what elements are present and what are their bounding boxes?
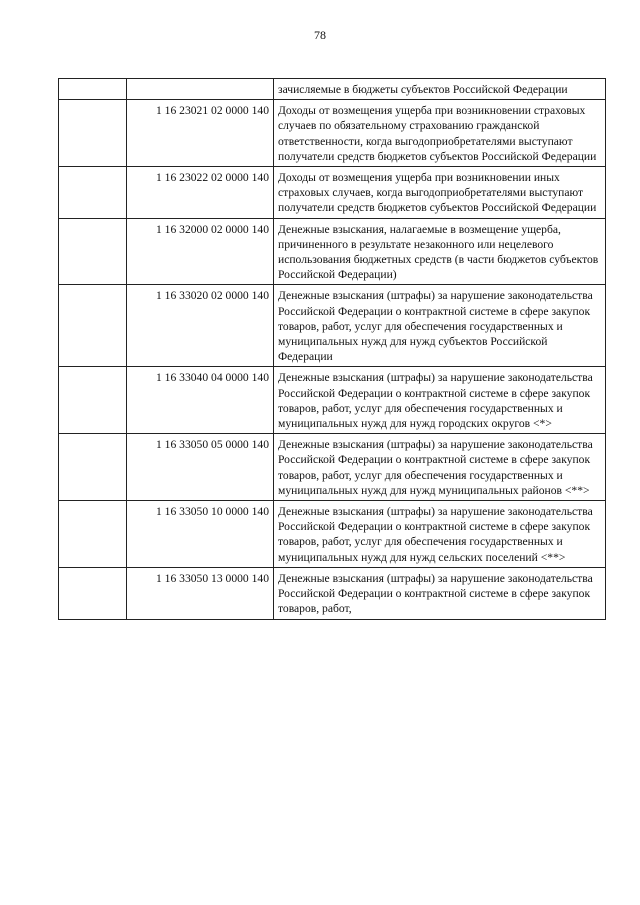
table-row — [59, 167, 606, 219]
revenue-description-cell: Денежные взыскания, налагаемые в возмещение ущерба, причиненного в результате незаконного или нецелевого использования бюджетных средств (в части бюджетов субъектов Российской Федерации) — [274, 218, 606, 285]
budget-code-cell: 1 16 33050 10 0000 140 — [127, 501, 274, 568]
revenue-classification-table — [58, 78, 606, 620]
table-row — [59, 100, 606, 167]
admin-code-cell — [59, 79, 127, 100]
admin-code-cell — [59, 501, 127, 568]
table-row — [59, 218, 606, 285]
table-row — [59, 285, 606, 367]
table-row — [59, 501, 606, 568]
admin-code-cell — [59, 285, 127, 367]
revenue-description-cell: зачисляемые в бюджеты субъектов Российской Федерации — [274, 79, 606, 100]
budget-code-cell: 1 16 33050 05 0000 140 — [127, 434, 274, 501]
revenue-description-cell: Денежные взыскания (штрафы) за нарушение законодательства Российской Федерации о контрактной системе в сфере закупок товаров, работ, услуг для обеспечения государственных и муниципальных нужд для нужд субъектов Российской Федерации — [274, 285, 606, 367]
revenue-description-cell: Доходы от возмещения ущерба при возникновении страховых случаев по обязательному страхованию гражданской ответственности, когда выгодоприобретателями выступают получатели средств бюджетов субъектов Российской Федерации — [274, 100, 606, 167]
budget-code-cell: 1 16 23022 02 0000 140 — [127, 167, 274, 219]
admin-code-cell — [59, 567, 127, 619]
revenue-description-cell: Денежные взыскания (штрафы) за нарушение законодательства Российской Федерации о контрактной системе в сфере закупок товаров, работ, услуг для обеспечения государственных и муниципальных нужд для нужд сельских поселений <**> — [274, 501, 606, 568]
table-row — [59, 79, 606, 100]
budget-code-cell: 1 16 32000 02 0000 140 — [127, 218, 274, 285]
budget-code-cell: 1 16 33040 04 0000 140 — [127, 367, 274, 434]
revenue-description-cell: Доходы от возмещения ущерба при возникновении иных страховых случаев, когда выгодоприобретателями выступают получатели средств бюджетов субъектов Российской Федерации — [274, 167, 606, 219]
revenue-description-cell: Денежные взыскания (штрафы) за нарушение законодательства Российской Федерации о контрактной системе в сфере закупок товаров, работ, услуг для обеспечения государственных и муниципальных нужд для нужд муниципальных районов <**> — [274, 434, 606, 501]
budget-code-cell: 1 16 33050 13 0000 140 — [127, 567, 274, 619]
admin-code-cell — [59, 167, 127, 219]
budget-code-cell: 1 16 33020 02 0000 140 — [127, 285, 274, 367]
budget-code-cell — [127, 79, 274, 100]
page-number: 78 — [314, 28, 326, 42]
admin-code-cell — [59, 218, 127, 285]
table-row — [59, 567, 606, 619]
revenue-description-cell: Денежные взыскания (штрафы) за нарушение законодательства Российской Федерации о контрактной системе в сфере закупок товаров, работ, услуг для обеспечения государственных и муниципальных нужд для нужд городских округов <*> — [274, 367, 606, 434]
table-row — [59, 367, 606, 434]
admin-code-cell — [59, 100, 127, 167]
admin-code-cell — [59, 367, 127, 434]
admin-code-cell — [59, 434, 127, 501]
table-row — [59, 434, 606, 501]
budget-code-cell: 1 16 23021 02 0000 140 — [127, 100, 274, 167]
revenue-description-cell: Денежные взыскания (штрафы) за нарушение законодательства Российской Федерации о контрактной системе в сфере закупок товаров, работ, — [274, 567, 606, 619]
